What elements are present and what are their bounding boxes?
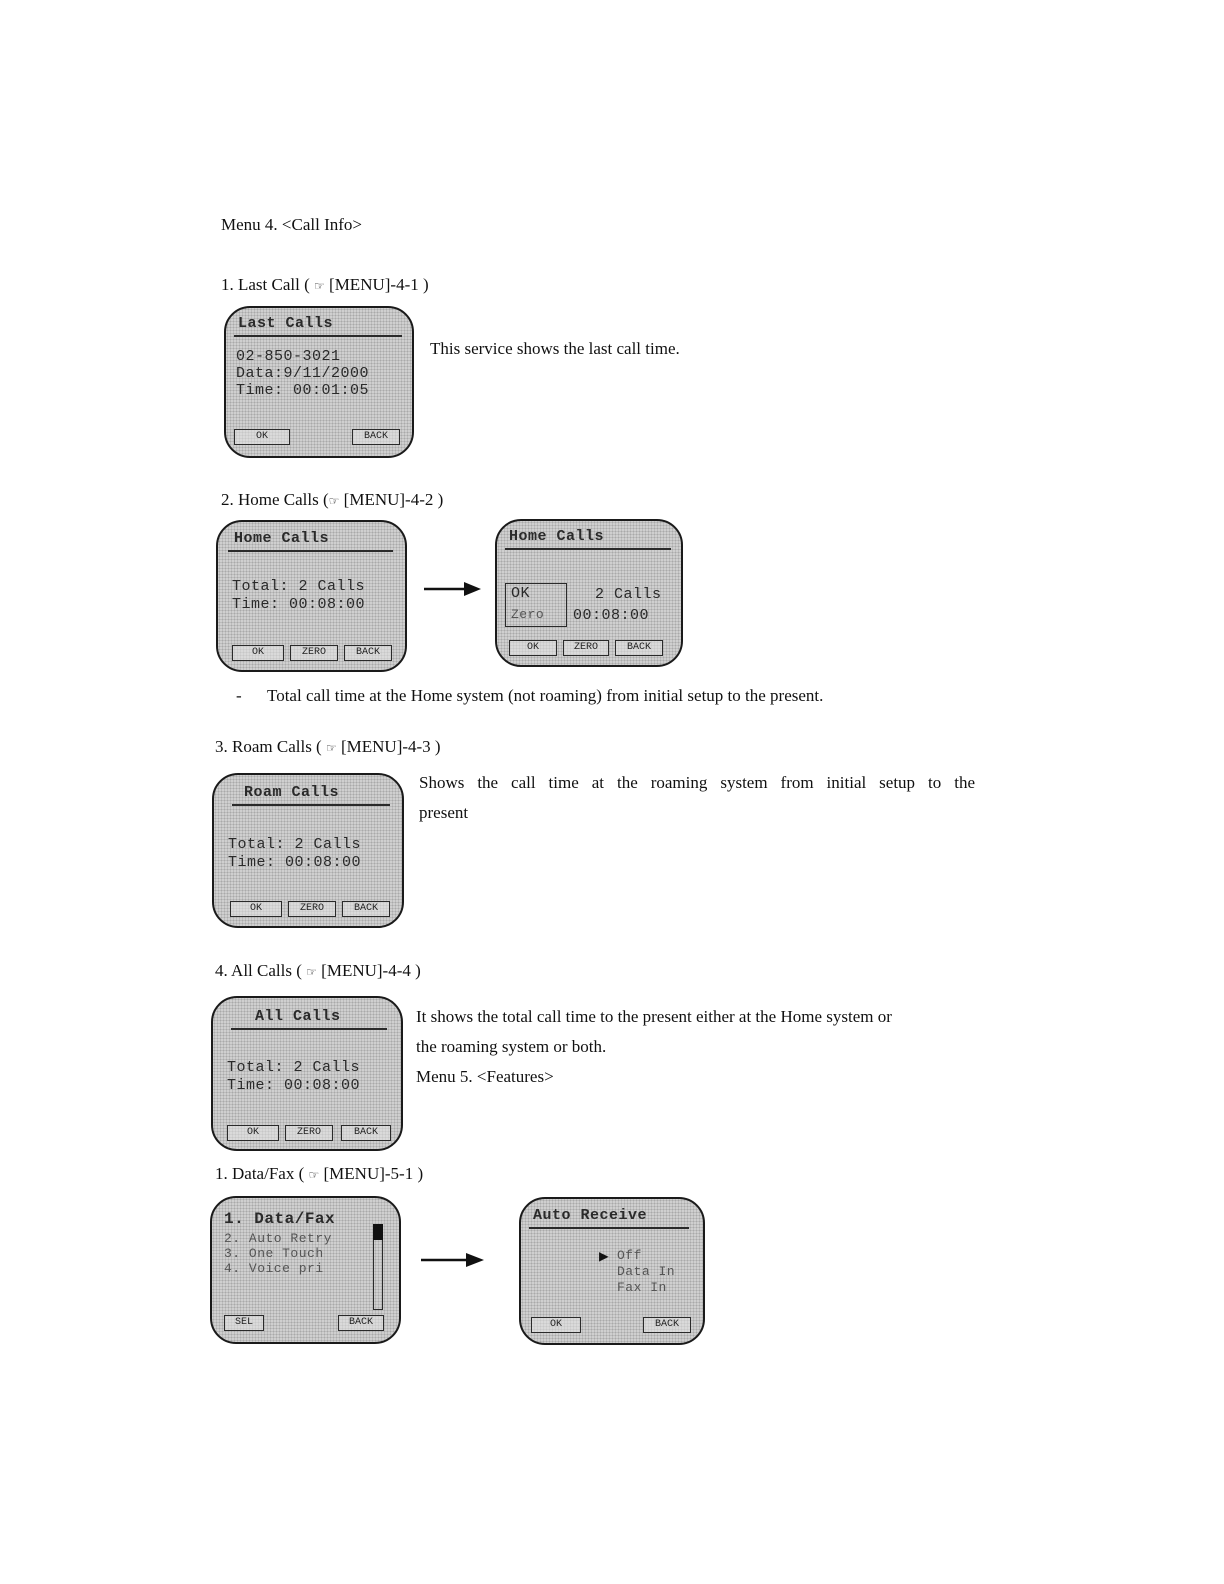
ok-softkey: OK [234,429,290,445]
total-time: Time: 00:08:00 [232,596,366,613]
call-time: Time: 00:01:05 [236,382,370,399]
all-calls-label-prefix: 4. All Calls ( [215,961,307,980]
home-calls-note: Total call time at the Home system (not roaming) from initial setup to the present. [267,686,824,705]
total-time: Time: 00:08:00 [228,854,362,871]
popup-zero-option: Zero [511,607,545,622]
total-calls: Total: 2 Calls [227,1059,361,1076]
roam-calls-label-prefix: 3. Roam Calls ( [215,737,326,756]
back-softkey: BACK [615,640,663,656]
selection-pointer-icon: ▶ [599,1248,610,1266]
screen-title: Roam Calls [244,784,340,801]
title-divider [231,1028,387,1030]
option-fax-in: Fax In [617,1280,667,1295]
auto-receive-screen [519,1197,705,1345]
pointing-hand-icon: ☞ [328,494,340,508]
screen-title: Last Calls [238,315,334,332]
home-calls-screen [216,520,407,672]
title-divider [232,804,390,806]
last-call-label [221,275,429,295]
all-calls-screen [211,996,403,1151]
right-arrow-icon [424,580,482,598]
pointing-hand-icon: ☞ [306,965,317,979]
home-calls-zero-popup-screen [495,519,683,667]
back-softkey: BACK [643,1317,691,1333]
zero-softkey: ZERO [563,640,609,656]
roam-calls-description [419,768,975,828]
data-fax-label-menu-path: [MENU]-5-1 ) [319,1164,424,1183]
last-calls-screen [224,306,414,458]
menu-item-one-touch: 3. One Touch [224,1246,324,1261]
total-calls: Total: 2 Calls [228,836,362,853]
ok-softkey: OK [509,640,557,656]
ok-softkey: OK [232,645,284,661]
title-divider [505,548,671,550]
back-softkey: BACK [341,1125,391,1141]
total-calls: Total: 2 Calls [232,578,366,595]
roam-calls-description-line1: Shows the call time at the roaming system from initial setup to the [419,773,975,792]
menu-item-voice-privacy: 4. Voice pri [224,1261,324,1276]
menu4-heading: Menu 4. <Call Info> [221,215,362,234]
option-off: Off [617,1248,642,1263]
last-call-label-menu-path: [MENU]-4-1 ) [324,275,429,294]
last-call-description: This service shows the last call time. [430,339,680,358]
back-softkey: BACK [352,429,400,445]
screen-title: Home Calls [234,530,330,547]
back-softkey: BACK [338,1315,384,1331]
phone-number: 02-850-3021 [236,348,341,365]
back-softkey: BACK [342,901,390,917]
bullet-marker: - [236,686,242,705]
popup-ok-option: OK [511,585,531,602]
pointing-hand-icon: ☞ [325,741,337,755]
title-divider [234,335,402,337]
menu-item-data-fax: 1. Data/Fax [224,1210,336,1228]
all-calls-label-menu-path: [MENU]-4-4 ) [316,961,421,980]
zero-softkey: ZERO [285,1125,333,1141]
features-menu-screen [210,1196,401,1344]
data-fax-label [215,1164,423,1184]
title-divider [228,550,393,552]
screen-title: Home Calls [509,528,605,545]
menu-item-auto-retry: 2. Auto Retry [224,1231,332,1246]
sel-softkey: SEL [224,1315,264,1331]
ok-softkey: OK [531,1317,581,1333]
total-time: Time: 00:08:00 [227,1077,361,1094]
zero-softkey: ZERO [290,645,338,661]
ok-softkey: OK [227,1125,279,1141]
data-fax-label-prefix: 1. Data/Fax ( [215,1164,309,1183]
home-calls-label [221,490,443,510]
right-arrow-icon [421,1251,485,1269]
roam-calls-label-menu-path: [MENU]-4-3 ) [336,737,441,756]
total-calls: 2 Calls [595,586,662,603]
all-calls-description [416,1002,976,1092]
option-data-in: Data In [617,1264,676,1279]
scrollbar-thumb [373,1224,383,1240]
pointing-hand-icon: ☞ [314,279,325,293]
total-time: 00:08:00 [573,607,650,624]
last-call-label-prefix: 1. Last Call ( [221,275,315,294]
title-divider [529,1227,689,1229]
screen-title: All Calls [255,1008,341,1025]
all-calls-label [215,961,421,981]
back-softkey: BACK [344,645,392,661]
roam-calls-description-line2: present [419,803,469,822]
pointing-hand-icon: ☞ [308,1168,320,1182]
screen-title: Auto Receive [533,1207,648,1224]
roam-calls-label [215,737,441,757]
ok-softkey: OK [230,901,282,917]
roam-calls-screen [212,773,404,928]
all-calls-description-line1: It shows the total call time to the present either at the Home system or [416,1007,892,1026]
call-date: Data:9/11/2000 [236,365,370,382]
home-calls-label-prefix: 2. Home Calls ( [221,490,329,509]
zero-softkey: ZERO [288,901,336,917]
home-calls-label-menu-path: [MENU]-4-2 ) [339,490,444,509]
all-calls-description-line2: the roaming system or both. [416,1037,607,1056]
menu5-heading: Menu 5. <Features> [416,1067,554,1086]
